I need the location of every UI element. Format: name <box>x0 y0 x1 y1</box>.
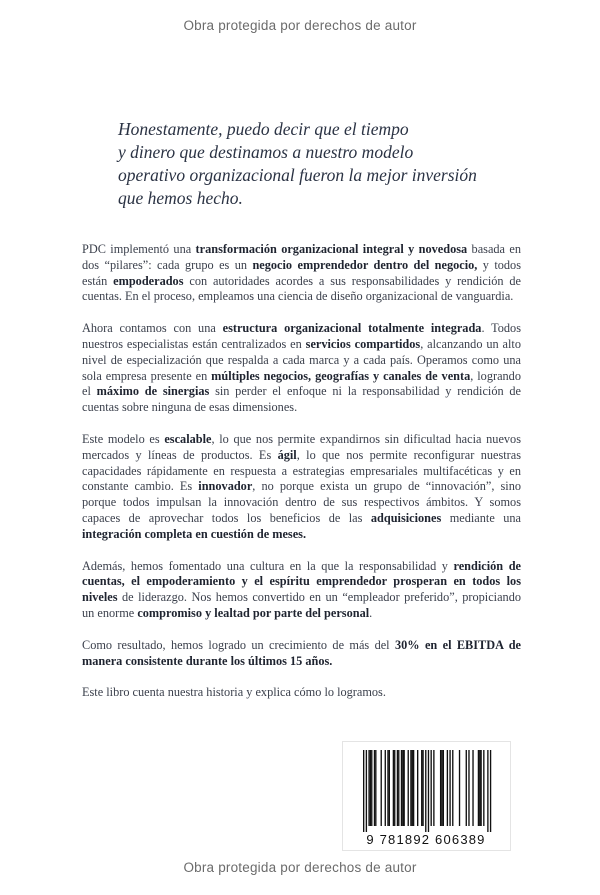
barcode-bar <box>368 750 369 826</box>
barcode-bar <box>371 750 372 826</box>
body-text-run: , logrando el <box>82 368 521 399</box>
barcode-graphic <box>343 742 510 850</box>
barcode-bar <box>366 750 367 832</box>
body-text-run: , lo que nos permite expandirnos sin dificultad hacia nuevos mercados y líneas de productos. Es <box>82 431 521 462</box>
body-paragraph <box>82 432 521 543</box>
barcode-bar <box>389 750 390 826</box>
body-text-run: . <box>369 605 373 620</box>
barcode-bar <box>428 750 429 832</box>
barcode-bar <box>433 750 434 826</box>
body-text-run: y todos están <box>82 257 521 288</box>
body-text-run: , lo que nos permite reconfigurar nuestras capacidades rápidamente en respuesta a estrategias empresariales multifacéticas y en constante cambio. Es <box>82 447 521 494</box>
emphasis-text: innovador <box>198 479 253 494</box>
emphasis-text: múltiples negocios, geografías y canales de venta <box>211 368 471 383</box>
body-paragraph <box>82 685 521 701</box>
barcode-bar <box>374 750 375 826</box>
barcode-bar <box>478 750 479 826</box>
emphasis-text: ágil <box>277 447 297 462</box>
barcode-bar <box>421 750 422 826</box>
barcode-bar <box>422 750 423 826</box>
body-text-run: Este libro cuenta nuestra historia y explica cómo lo logramos. <box>82 685 386 700</box>
body-text-run: sin perder el enfoque ni la responsabilidad y rendición de cuentas sobre ninguna de esas dimensiones. <box>82 384 522 415</box>
barcode-bar <box>393 750 394 826</box>
quote-line: operativo organizacional fueron la mejor inversión <box>118 165 477 185</box>
emphasis-text: negocio emprendedor dentro del negocio, <box>252 257 478 272</box>
barcode-bar <box>404 750 405 826</box>
body-text-run: Ahora contamos con una <box>82 321 223 336</box>
barcode-bar <box>385 750 386 826</box>
emphasis-text: servicios compartidos <box>305 336 421 351</box>
barcode-bar <box>449 750 450 826</box>
barcode-bar <box>440 750 441 826</box>
body-paragraph <box>82 559 521 622</box>
barcode-bar <box>425 750 426 832</box>
barcode-bar <box>480 750 481 826</box>
quote-line: que hemos hecho. <box>118 188 243 208</box>
barcode-bar <box>401 750 402 826</box>
barcode-bar <box>447 750 448 826</box>
quote-line: Honestamente, puedo decir que el tiempo <box>118 119 409 139</box>
barcode-bar <box>402 750 403 826</box>
barcode-bar <box>490 750 491 832</box>
barcode-bar <box>381 750 382 826</box>
barcode-bar <box>375 750 376 826</box>
body-text-run: , no porque exista un grupo de “innovación”, sino porque todos impulsan la innovación dentro de sus respectivos ámbitos. Y somos capaces de aprovechar todos los beneficios de las <box>82 479 521 525</box>
copyright-watermark-top: Obra protegida por derechos de autor <box>183 18 417 33</box>
barcode-bar <box>487 750 488 832</box>
body-text-run: con autoridades acordes a sus responsabilidades y rendición de cuentas. En el proceso, empleamos una ciencia de diseño organizacional de vanguardia. <box>82 273 521 304</box>
emphasis-text: empoderados <box>113 273 184 288</box>
emphasis-text: estructura organizacional totalmente integrada <box>222 321 482 336</box>
body-text-run: basada en dos “pilares”: cada grupo es un <box>82 242 521 272</box>
barcode-bar <box>441 750 442 826</box>
barcode-bar <box>398 750 399 826</box>
barcode-bar <box>397 750 398 826</box>
barcode-bar <box>408 750 409 826</box>
body-paragraph <box>82 321 521 416</box>
barcode-bar <box>443 750 444 826</box>
emphasis-text: compromiso y lealtad por parte del personal <box>137 605 370 620</box>
body-paragraph <box>82 638 521 670</box>
barcode-bar <box>417 750 418 826</box>
barcode-bar <box>483 750 484 826</box>
barcode-bar <box>370 750 371 826</box>
quote-line: y dinero que destinamos a nuestro modelo <box>118 142 414 162</box>
emphasis-text: escalable <box>164 431 212 446</box>
barcode-bar <box>413 750 414 826</box>
barcode-bar <box>431 750 432 826</box>
barcode-bar <box>459 750 460 826</box>
barcode-bar <box>479 750 480 826</box>
body-text-run: Este modelo es <box>82 431 165 446</box>
body-text-run: Además, hemos fomentado una cultura en la que la responsabilidad y <box>82 558 454 573</box>
emphasis-text: adquisiciones <box>370 510 442 525</box>
body-text-run: . Todos nuestros especialistas están centralizados en <box>82 321 521 351</box>
emphasis-text: 30% en el EBITDA de manera consistente durante los últimos 15 años. <box>82 637 521 668</box>
copyright-watermark-bottom: Obra protegida por derechos de autor <box>183 860 417 875</box>
body-text-run: , alcanzando un alto nivel de especialización que respalda a cada marca y a cada país. Operamos como una sola empresa presente en <box>82 336 521 383</box>
emphasis-text: integración completa en cuestión de meses. <box>82 526 307 541</box>
barcode-bar <box>410 750 411 826</box>
barcode-bar <box>466 750 467 826</box>
barcode-bar <box>472 750 473 826</box>
pull-quote <box>118 118 518 210</box>
barcode-bar <box>387 750 388 826</box>
barcode-bar <box>394 750 395 826</box>
barcode-bar <box>468 750 469 826</box>
body-paragraph <box>82 242 521 305</box>
body-text-run: de liderazgo. Nos hemos convertido en un “empleador preferido”, propiciando un enorme <box>82 590 521 620</box>
barcode-bar <box>412 750 413 826</box>
emphasis-text: transformación organizacional integral y novedosa <box>195 242 468 256</box>
back-cover-body-text <box>82 242 521 717</box>
barcode-bar <box>452 750 453 826</box>
isbn-barcode <box>342 741 511 851</box>
barcode-digits: 9 781892 606389 <box>366 832 486 847</box>
barcode-bar <box>363 750 364 832</box>
emphasis-text: máximo de sinergias <box>96 384 210 399</box>
emphasis-text: rendición de cuentas, el empoderamiento y el espíritu emprendedor prosperan en todos los niveles <box>82 558 521 605</box>
body-text-run: mediante una <box>441 510 521 525</box>
body-text-run: PDC implementó una <box>82 242 196 256</box>
body-text-run: Como resultado, hemos logrado un crecimiento de más del <box>82 637 395 652</box>
